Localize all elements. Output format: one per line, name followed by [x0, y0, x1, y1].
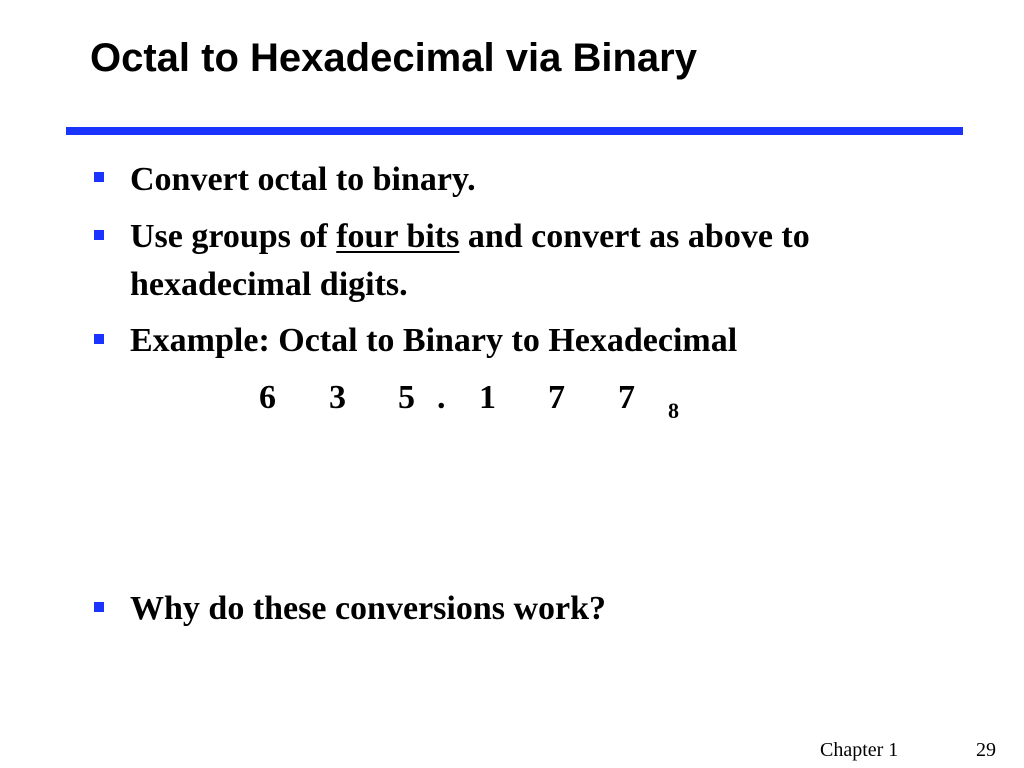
- bullet-text-after: and convert as above to: [459, 218, 810, 255]
- emphasis-four-bits: four bits: [336, 218, 460, 255]
- title-divider: [66, 127, 963, 135]
- octal-digit: 1: [479, 379, 496, 416]
- bullet-groups-of-four: [130, 214, 810, 260]
- bullet-text-before: Use groups of: [130, 218, 337, 255]
- bullet-convert-octal: Convert octal to binary.: [130, 161, 476, 198]
- octal-digit: 7: [548, 379, 565, 416]
- square-bullet-icon: [94, 230, 104, 240]
- octal-digit: 6: [259, 379, 276, 416]
- square-bullet-icon: [94, 602, 104, 612]
- bullet-example: Example: Octal to Binary to Hexadecimal: [130, 322, 738, 359]
- square-bullet-icon: [94, 334, 104, 344]
- page-number: 29: [976, 739, 996, 761]
- radix-point: .: [437, 379, 446, 416]
- octal-digit: 5: [398, 379, 415, 416]
- octal-digit: 7: [618, 379, 635, 416]
- bullet-why-conversions: Why do these conversions work?: [130, 590, 607, 627]
- bullet-continuation: hexadecimal digits.: [130, 266, 408, 303]
- square-bullet-icon: [94, 172, 104, 182]
- slide-title: Octal to Hexadecimal via Binary: [90, 36, 697, 80]
- radix-subscript: 8: [668, 398, 679, 423]
- octal-digit: 3: [329, 379, 346, 416]
- footer-chapter: Chapter 1: [820, 739, 899, 761]
